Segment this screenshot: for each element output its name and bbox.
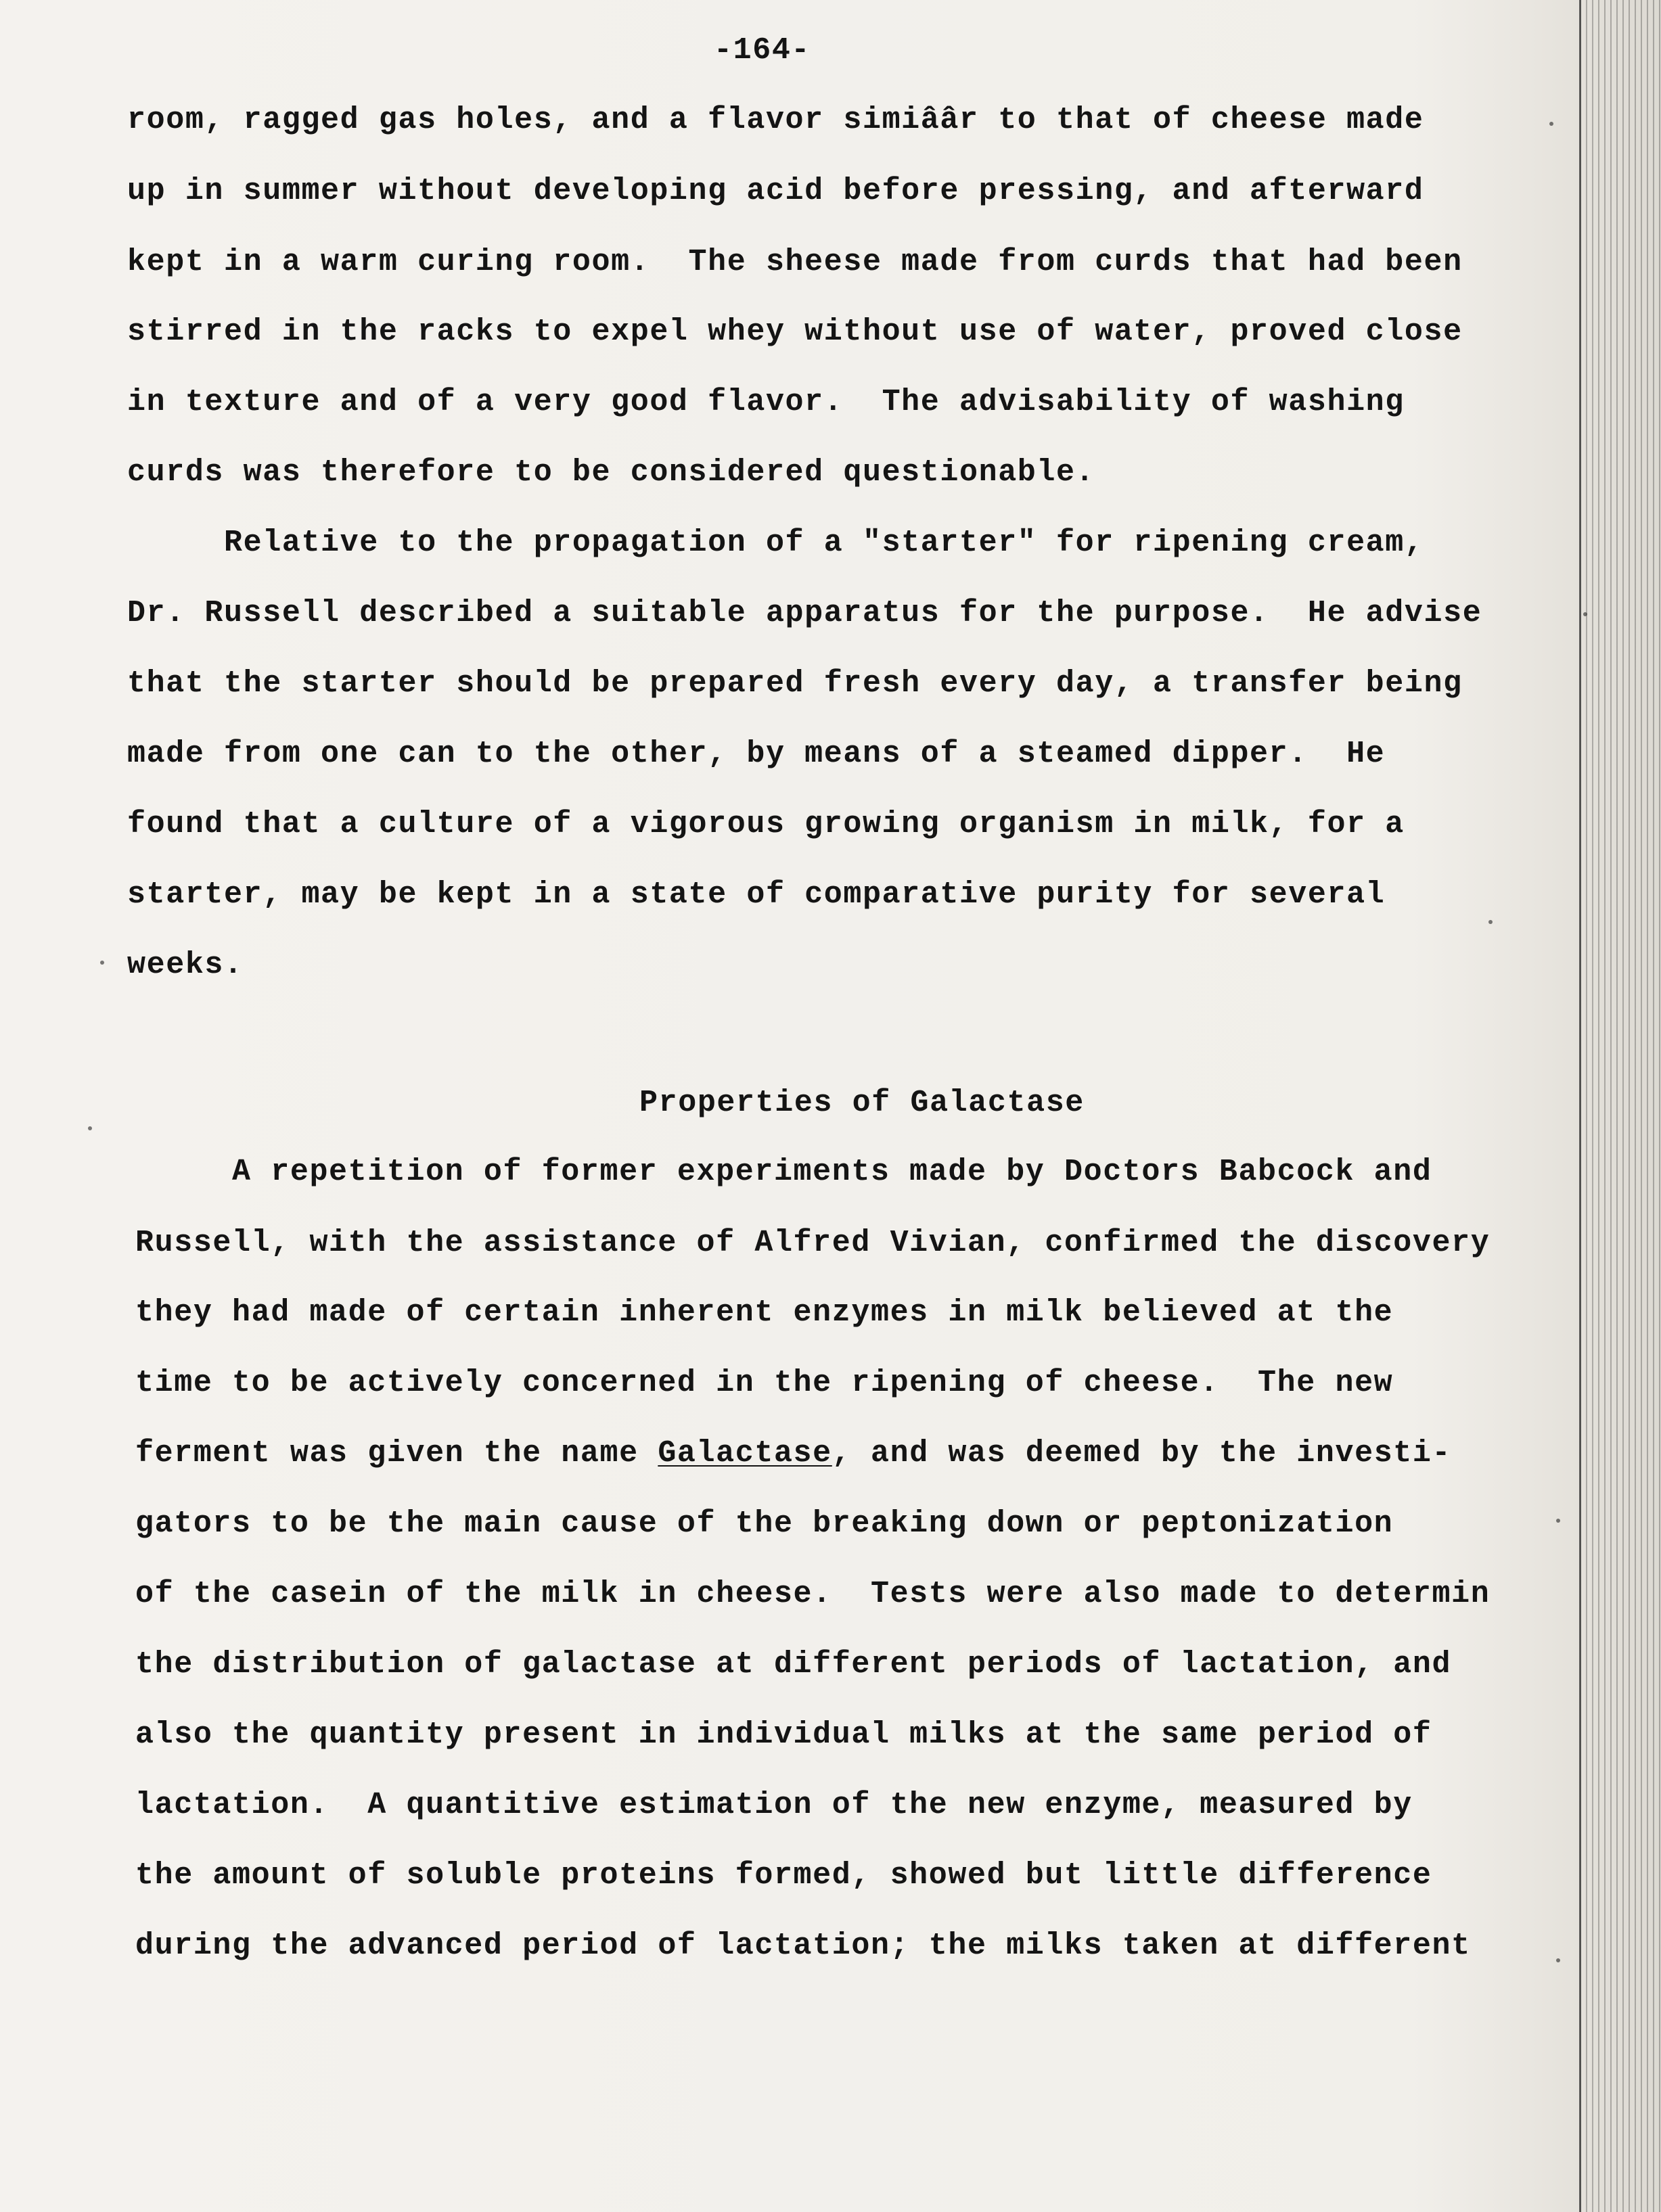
text-line: Dr. Russell described a suitable apparatus for the purpose. He advise: [127, 596, 1482, 630]
scan-speck: [100, 961, 104, 965]
text-line: the distribution of galactase at different periods of lactation, and: [135, 1647, 1452, 1682]
text-line: of the casein of the milk in cheese. Tests were also made to determin: [135, 1577, 1491, 1611]
text-line: during the advanced period of lactation; the milks taken at different: [135, 1929, 1471, 1963]
scan-speck: [1488, 920, 1493, 924]
text-segment: ferment was given the name: [135, 1436, 658, 1471]
text-line: lactation. A quantitive estimation of the new enzyme, measured by: [135, 1788, 1413, 1822]
text-line-galactase: [135, 1438, 1451, 1469]
page-edge-shading: [1580, 0, 1661, 2212]
scan-speck: [1549, 122, 1553, 126]
text-line: gators to be the main cause of the breaking down or peptonization: [135, 1506, 1394, 1541]
page-number: -164-: [714, 33, 811, 68]
text-line: the amount of soluble proteins formed, showed but little difference: [135, 1858, 1432, 1893]
page-edge-line: [1579, 0, 1581, 2212]
scan-speck: [88, 1126, 92, 1130]
text-line: Russell, with the assistance of Alfred Vivian, confirmed the discovery: [135, 1226, 1491, 1260]
text-line: room, ragged gas holes, and a flavor simiââr to that of cheese made: [127, 103, 1424, 137]
text-line: found that a culture of a vigorous growing organism in milk, for a: [127, 807, 1405, 842]
underlined-term-galactase: Galactase: [658, 1436, 832, 1471]
text-line: they had made of certain inherent enzymes in milk believed at the: [135, 1295, 1394, 1330]
scan-speck: [1583, 612, 1587, 616]
text-line: kept in a warm curing room. The sheese made from curds that had been: [127, 245, 1463, 279]
section-heading: Properties of Galactase: [639, 1086, 1085, 1120]
text-line: stirred in the racks to expel whey without use of water, proved close: [127, 315, 1463, 349]
text-line: starter, may be kept in a state of comparative purity for several: [127, 877, 1386, 912]
text-segment: , and was deemed by the investi-: [832, 1436, 1452, 1471]
scan-speck: [1556, 1958, 1560, 1962]
text-line: weeks.: [127, 948, 244, 982]
text-line: Relative to the propagation of a "starter" for ripening cream,: [127, 526, 1424, 560]
text-line: A repetition of former experiments made by Doctors Babcock and: [135, 1155, 1432, 1189]
text-line: made from one can to the other, by means of a steamed dipper. He: [127, 737, 1386, 771]
text-line: also the quantity present in individual milks at the same period of: [135, 1718, 1432, 1752]
scan-speck: [1556, 1519, 1560, 1523]
text-line: in texture and of a very good flavor. The advisability of washing: [127, 385, 1405, 419]
text-line: up in summer without developing acid before pressing, and afterward: [127, 174, 1424, 208]
text-line: time to be actively concerned in the ripening of cheese. The new: [135, 1366, 1394, 1400]
text-line: that the starter should be prepared fresh every day, a transfer being: [127, 666, 1463, 701]
text-line: curds was therefore to be considered questionable.: [127, 455, 1095, 490]
